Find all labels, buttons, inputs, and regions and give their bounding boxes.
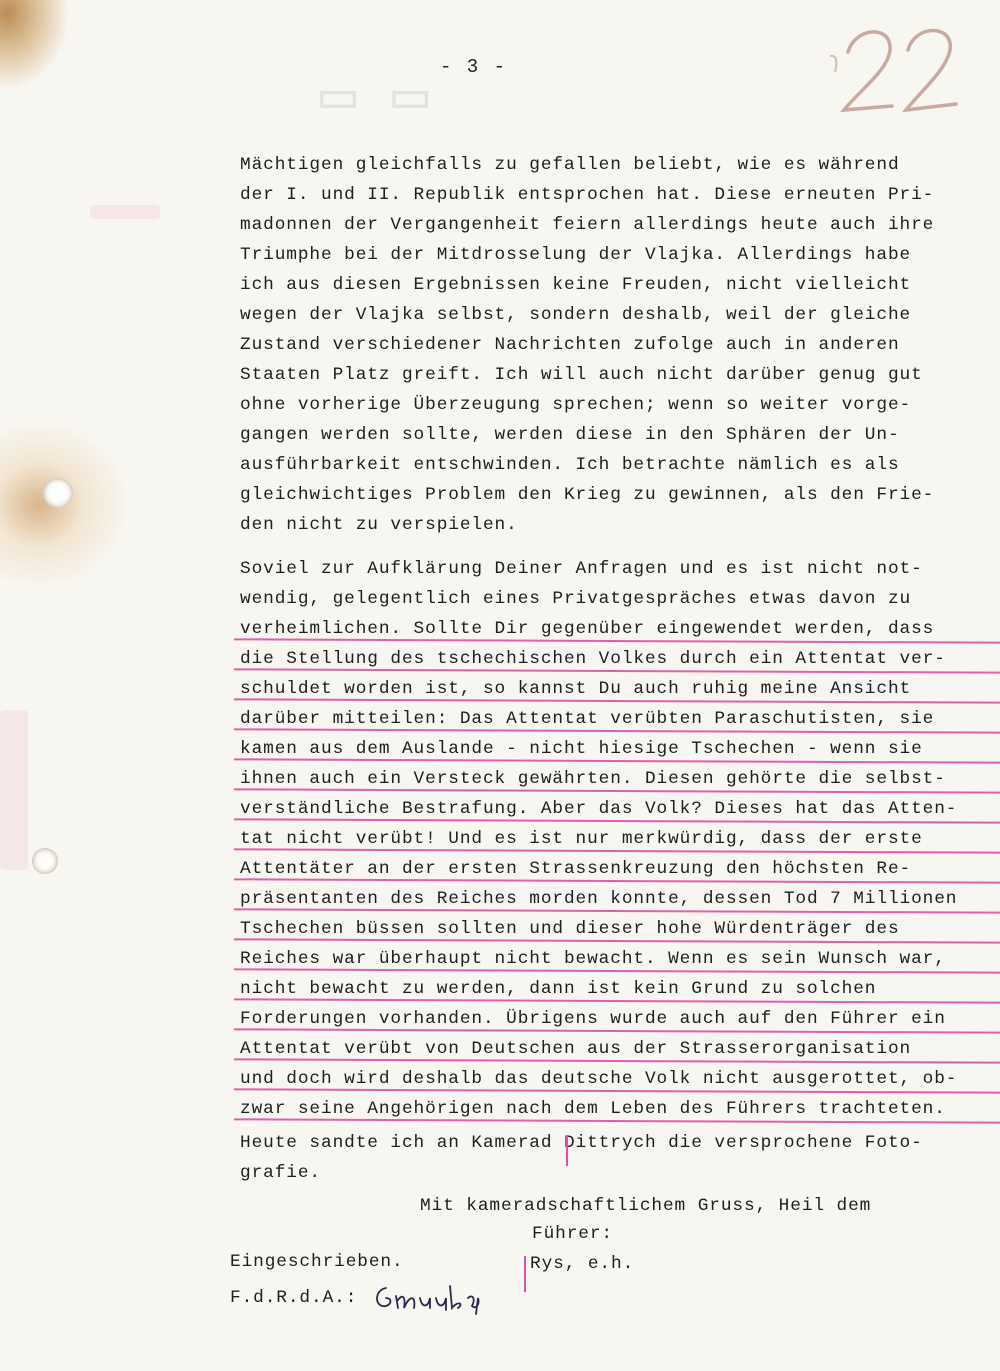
rust-stain	[0, 0, 70, 90]
text-line: ohne vorherige Überzeugung sprechen; wenn so weiter vorge-	[240, 395, 912, 415]
text-line: gleichwichtiges Problem den Krieg zu gewinnen, als den Frie-	[240, 485, 935, 505]
highlighted-line: kamen aus dem Auslande - nicht hiesige Tschechen - wenn sie	[240, 734, 1000, 764]
highlighted-line: Forderungen vorhanden. Übrigens wurde auch auf den Führer ein	[240, 1004, 1000, 1034]
bracket-mark	[524, 1256, 526, 1292]
text-line: Soviel zur Aufklärung Deiner Anfragen und es ist nicht not-	[240, 559, 923, 579]
highlighted-line: Attentat verübt von Deutschen aus der Strasserorganisation	[240, 1034, 1000, 1064]
fdrda-label: F.d.R.d.A.:	[230, 1288, 358, 1308]
bracket-mark	[566, 1136, 568, 1166]
text-line: wendig, gelegentlich eines Privatgespräches etwas davon zu	[240, 589, 912, 609]
handwritten-signature	[372, 1278, 492, 1318]
highlighted-line: tat nicht verübt! Und es ist nur merkwürdig, dass der erste	[240, 824, 1000, 854]
highlighted-line: und doch wird deshalb das deutsche Volk nicht ausgerottet, ob-	[240, 1064, 1000, 1094]
text-line: Triumphe bei der Mitdrosselung der Vlajka. Allerdings habe	[240, 245, 912, 265]
text-line: madonnen der Vergangenheit feiern allerdings heute auch ihre	[240, 215, 935, 235]
highlighted-line: Attentäter an der ersten Strassenkreuzung den höchsten Re-	[240, 854, 1000, 884]
punch-hole	[43, 478, 73, 508]
highlighted-line: Tschechen büssen sollten und dieser hohe Würdenträger des	[240, 914, 1000, 944]
text-line: grafie.	[240, 1163, 321, 1183]
text-line: ich aus diesen Ergebnissen keine Freuden, nicht vielleicht	[240, 275, 912, 295]
text-line: Zustand verschiedener Nachrichten zufolge auch in anderen	[240, 335, 900, 355]
registered-note: Eingeschrieben.	[230, 1252, 404, 1272]
highlighted-line: präsentanten des Reiches morden konnte, dessen Tod 7 Millionen	[240, 884, 1000, 914]
text-line: Mächtigen gleichfalls zu gefallen beliebt, wie es während	[240, 155, 900, 175]
highlighted-line: verheimlichen. Sollte Dir gegenüber eingewendet werden, dass	[240, 614, 1000, 644]
letter-body	[240, 150, 1000, 1188]
text-line: ausführbarkeit entschwinden. Ich betrachte nämlich es als	[240, 455, 900, 475]
text-line: Heute sandte ich an Kamerad Dittrych die versprochene Foto-	[240, 1133, 923, 1153]
page-number: - 3 -	[440, 56, 508, 78]
text-line: den nicht zu verspielen.	[240, 515, 518, 535]
highlighted-line: die Stellung des tschechischen Volkes durch ein Attentat ver-	[240, 644, 1000, 674]
closing-greeting: Mit kameradschaftlichem Gruss, Heil dem	[420, 1196, 872, 1216]
highlighted-line: Reiches war überhaupt nicht bewacht. Wenn es sein Wunsch war,	[240, 944, 1000, 974]
text-line: Staaten Platz greift. Ich will auch nicht darüber genug gut	[240, 365, 923, 385]
text-line: der I. und II. Republik entsprochen hat. Diese erneuten Pri-	[240, 185, 935, 205]
highlighted-line: darüber mitteilen: Das Attentat verübten Paraschutisten, sie	[240, 704, 1000, 734]
paragraph	[240, 150, 1000, 540]
highlighted-line: verständliche Bestrafung. Aber das Volk? Dieses hat das Atten-	[240, 794, 1000, 824]
paragraph	[240, 1128, 1000, 1188]
punch-hole	[32, 848, 58, 874]
text-line: wegen der Vlajka selbst, sondern deshalb, weil der gleiche	[240, 305, 912, 325]
closing-greeting-cont: Führer:	[532, 1224, 613, 1244]
archive-number-handwritten	[830, 12, 970, 122]
bleed-through-mark	[90, 205, 160, 219]
highlighted-line: schuldet worden ist, so kannst Du auch ruhig meine Ansicht	[240, 674, 1000, 704]
signature-typed: Rys, e.h.	[530, 1254, 635, 1274]
bleed-through-ink: ▭ ▭	[320, 66, 429, 134]
paragraph	[240, 554, 1000, 1124]
highlighted-line: ihnen auch ein Versteck gewährten. Diesen gehörte die selbst-	[240, 764, 1000, 794]
bleed-through-mark	[0, 710, 28, 870]
highlighted-line: nicht bewacht zu werden, dann ist kein Grund zu solchen	[240, 974, 1000, 1004]
highlighted-line: zwar seine Angehörigen nach dem Leben des Führers trachteten.	[240, 1094, 1000, 1124]
text-line: gangen werden sollte, werden diese in den Sphären der Un-	[240, 425, 900, 445]
